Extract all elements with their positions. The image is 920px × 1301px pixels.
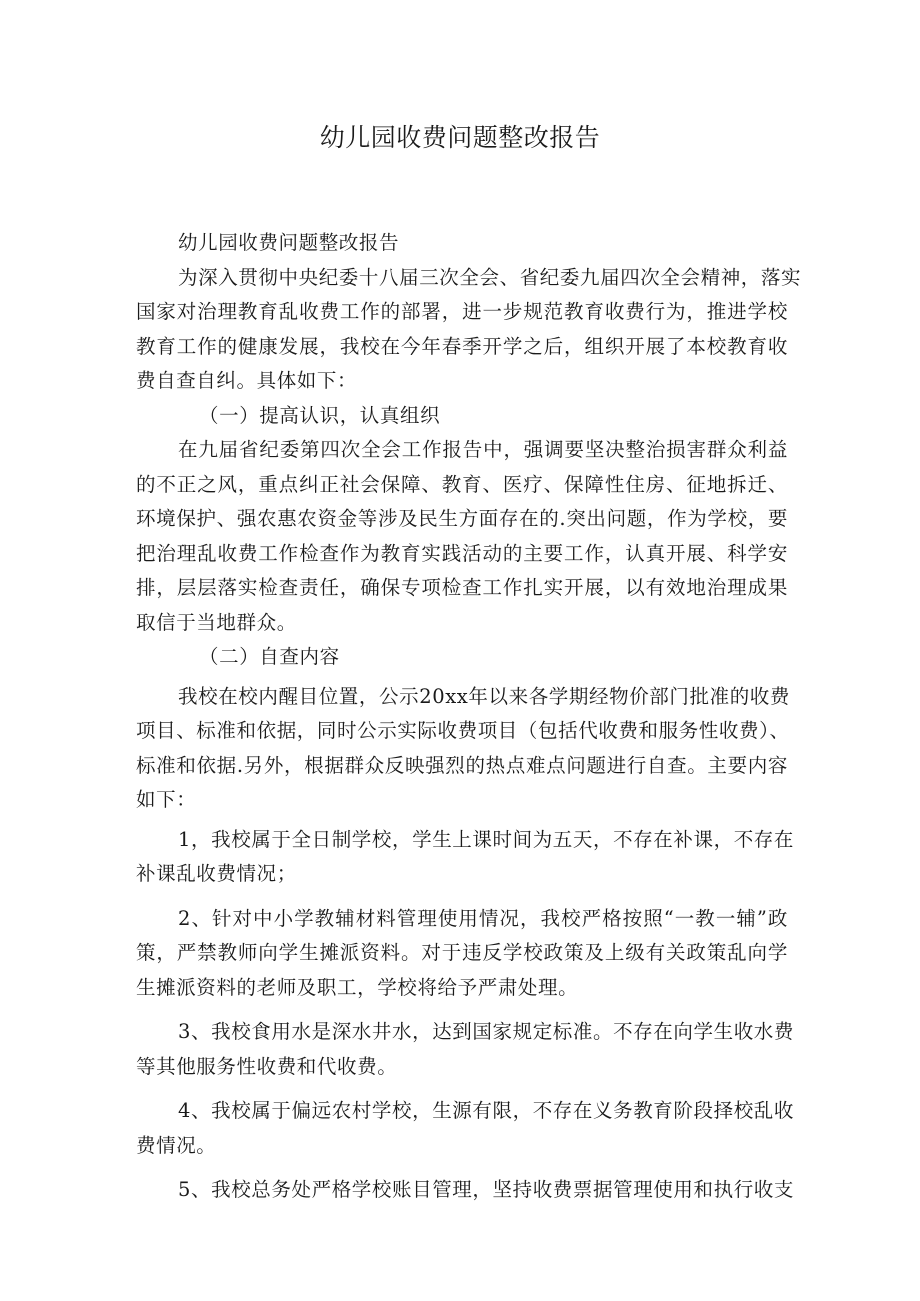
list-item-line: 费情况。 [136,1133,217,1157]
list-item-line: 等其他服务性收费和代收费。 [136,1054,398,1078]
paragraph-line: 国家对治理教育乱收费工作的部署，进一步规范教育收费行为，推进学校 [136,300,788,323]
section-heading: （一）提高认识，认真组织 [199,403,441,427]
paragraph-line: 把治理乱收费工作检查作为教育实践活动的主要工作，认真开展、科学安 [136,541,788,565]
subtitle-line: 幼儿园收费问题整改报告 [178,231,400,254]
list-item-line: 2、针对中小学教辅材料管理使用情况，我校严格按照“一教一辅”政 [178,906,788,930]
paragraph-line: 为深入贯彻中央纪委十八届三次全会、省纪委九届四次全会精神，落实 [178,265,802,289]
paragraph-line: 取信于当地群众。 [136,610,297,634]
list-item-line: 补课乱收费情况； [136,862,297,885]
paragraph-line: 我校在校内醒目位置，公示20xx年以来各学期经物价部门批准的收费 [178,684,791,708]
paragraph-line: 教育工作的健康发展，我校在今年春季开学之后，组织开展了本校教育收 [136,334,788,358]
list-item-line: 策，严禁教师向学生摊派资料。对于违反学校政策及上级有关政策乱向学 [136,941,788,964]
paragraph-line: 排，层层落实检查责任，确保专项检查工作扎实开展，以有效地治理成果 [136,576,788,599]
paragraph-line: 标准和依据.另外，根据群众反映强烈的热点难点问题进行自查。主要内容 [136,753,788,777]
section-heading: （二）自查内容 [199,645,340,668]
paragraph-line: 的不正之风，重点纠正社会保障、教育、医疗、保障性住房、征地拆迁、 [136,472,788,496]
list-item-line: 1，我校属于全日制学校，学生上课时间为五天，不存在补课，不存在 [178,827,795,851]
paragraph-line: 如下： [136,788,197,811]
paragraph-line: 费自查自纠。具体如下： [136,369,358,392]
list-item-line: 4、我校属于偏远农村学校，生源有限，不存在义务教育阶段择校乱收 [178,1099,795,1122]
paragraph-line: 环境保护、强农惠农资金等涉及民生方面存在的.突出问题，作为学校，要 [136,507,788,530]
document-title: 幼儿园收费问题整改报告 [319,123,601,152]
document-body [136,226,802,1208]
paragraph-line: 项目、标准和依据，同时公示实际收费项目（包括代收费和服务性收费）、 [136,719,790,742]
list-item-line: 5、我校总务处严格学校账目管理，坚持收费票据管理使用和执行收支 [178,1178,795,1201]
list-item-line: 生摊派资料的老师及职工，学校将给予严肃处理。 [136,975,579,999]
paragraph-line: 在九届省纪委第四次全会工作报告中，强调要坚决整治损害群众利益 [178,438,788,461]
list-item-line: 3、我校食用水是深水井水，达到国家规定标准。不存在向学生收水费 [178,1020,795,1043]
